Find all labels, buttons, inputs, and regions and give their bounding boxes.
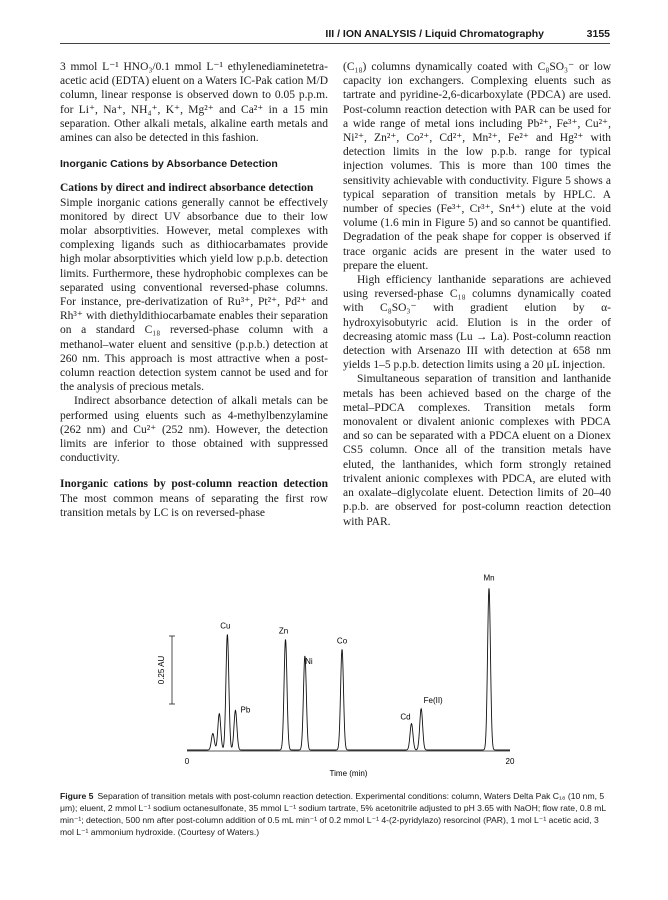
caption-text: Separation of transition metals with post-column reaction detection. Experimental conditions: column, Waters Delta Pak C₁₈ (10 nm, 5 μm); eluent, 2 mmol L⁻¹ sodium octanesulfonate, 35 mmol L⁻¹ sodium tartrate, 5% acetonitrile adjusted to pH 3.65 with NaOH; flow rate, 0.8 mL min⁻¹; detection, 500 nm after post-column addition of 0.5 mL min⁻¹ of 0.2 mmol L⁻¹ 4-(2-pyridylazo) resorcinol (PAR), 1 mol L⁻¹ acetic acid, 3 mol L⁻¹ ammonium hydroxide. (Courtesy of Waters.): [60, 791, 606, 837]
peak-label: Cd: [400, 712, 411, 722]
chromatogram-figure: [150, 573, 550, 785]
chromatogram-svg: [150, 573, 550, 785]
figure-caption: [60, 790, 612, 838]
right-column: [343, 60, 611, 529]
x-tick-label: 0: [184, 757, 190, 766]
y-axis-label: 0.25 AU: [157, 655, 166, 685]
run-in-heading: Inorganic cations by post-column reaction detection: [60, 478, 328, 491]
run-in-heading: Cations by direct and indirect absorbance detection: [60, 182, 314, 195]
peak-label: Fe(II): [423, 695, 443, 705]
paragraph-text: Simple inorganic cations generally cannot be effectively monitored by direct UV absorbance due to their low molar absorptivities. However, metal complexes with complexing ligands such as dithiocarbamates provide high molar absorptivities which yield low p.p.b. detection limits. Furthermore, these hydrophobic complexes can be separated using conventional reversed-phase columns. For instance, pre-derivatization of Ru³⁺, Pt²⁺, Pd²⁺ and Rh³⁺ with diethyldithiocarbamate enables their separation on a standard C₁₈ reversed-phase column with a methanol–water eluent and sensitive (p.p.b.) detection at 260 nm. This approach is most attractive when a post-column reaction detection system cannot be used and for the analysis of precious metals.: [60, 196, 328, 394]
x-axis-label: Time (min): [329, 769, 368, 778]
peak-label: Zn: [278, 626, 289, 636]
x-tick-label: 20: [505, 757, 515, 766]
section-heading: Inorganic Cations by Absorbance Detection: [60, 158, 278, 171]
peak-label: Mn: [483, 573, 495, 583]
paragraph: [60, 181, 328, 394]
paragraph: [60, 477, 328, 520]
left-column: [60, 60, 328, 520]
paragraph: High efficiency lanthanide separations are achieved using reversed-phase C₁₈ columns dynamically coated with C₈SO₃⁻ with gradient elution by α-hydroxyisobutyric acid. Elution is in the order of decreasing atomic mass (Lu → La). Post-column reaction detection with Arsenazo III with detection at 658 nm yields 1–5 p.p.b. detection limits using a 20 μL injection.: [343, 274, 611, 372]
paragraph: 3 mmol L⁻¹ HNO₃/0.1 mmol L⁻¹ ethylenediaminetetra-acetic acid (EDTA) eluent on a Waters IC-Pak cation M/D column, linear response is observed down to 0.05 p.p.m. for Li⁺, Na⁺, NH₄⁺, K⁺, Mg²⁺ and Ca²⁺ in a 15 min separation. Other alkali metals, alkaline earth metals and amines can also be detected in this fashion.: [60, 61, 328, 145]
running-header: [60, 28, 610, 46]
chromatogram-trace: [187, 588, 510, 750]
page-number: 3155: [586, 28, 610, 40]
peak-label: Cu: [220, 621, 231, 631]
paragraph-text: The most common means of separating the first row transition metals by LC is on reversed-phase: [60, 492, 328, 519]
paragraph: (C₁₈) columns dynamically coated with C₈SO₃⁻ or low capacity ion exchangers. Complexing eluents such as tartrate and pyridine-2,6-dicarboxylate (PDCA) are used. Post-column reaction detection with PAR can be used for a wide range of metal ions including Pb²⁺, Fe³⁺, Cu²⁺, Ni²⁺, Zn²⁺, Co²⁺, Cd²⁺, Mn²⁺, Fe²⁺ and Hg²⁺ with detection limits in the low p.p.b. range for typical injection volumes. This is more than 100 times the sensitivity achievable with conductivity. Figure 5 shows a typical separation of transition metals by HPLC. A number of species (Fe³⁺, Cr³⁺, Sn⁴⁺) elute at the void volume (1.6 min in Figure 5) and so cannot be quantified. Degradation of the peak shape for copper is observed if trace organic acids are present in the water used to prepare the eluent.: [343, 61, 611, 272]
paragraph: Indirect absorbance detection of alkali metals can be performed using eluents such as 4-methylbenzylamine (262 nm) and Cu²⁺ (252 nm). However, the detection limits are inferior to those obtained with suppressed conductivity.: [60, 395, 328, 465]
section-title: III / ION ANALYSIS / Liquid Chromatography: [325, 28, 544, 40]
header-rule: [60, 43, 610, 44]
peak-label: Co: [336, 636, 348, 646]
peak-label: Pb: [240, 705, 251, 715]
peak-label: Ni: [305, 656, 313, 666]
figure-label: Figure 5: [60, 791, 94, 801]
paragraph: Simultaneous separation of transition and lanthanide metals has been achieved based on the charge of the metal–PDCA complexes. Transition metals form monovalent or divalent anionic complexes with PDCA and so can be separated with a PDCA eluent on a Dionex CS5 column. Once all of the transition metals have eluted, the lanthanides, which form strongly retained trivalent anionic complexes with PDCA, are eluted with an oxalate–diglycolate eluent. Detection limits of 20–40 p.p.b. are observed for post-column reaction detection with PAR.: [343, 373, 611, 528]
